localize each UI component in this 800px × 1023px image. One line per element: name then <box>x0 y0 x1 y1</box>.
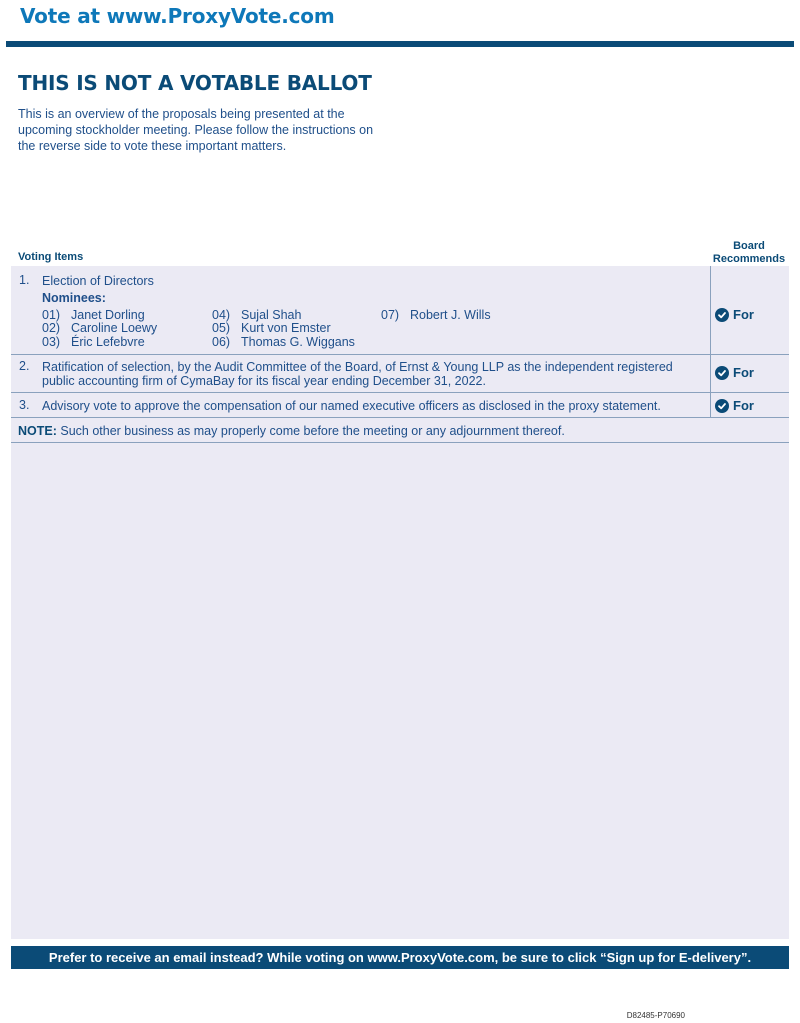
nominee-number: 07) <box>381 308 400 322</box>
nominee-name: Kurt von Emster <box>241 321 331 335</box>
item-text-line: public accounting firm of CymaBay for its fiscal year ending December 31, 2022. <box>42 374 486 388</box>
nominee <box>381 308 491 322</box>
nominee-name: Thomas G. Wiggans <box>241 335 355 349</box>
item-text: Advisory vote to approve the compensation of our named executive officers as disclosed in the proxy statement. <box>42 399 661 413</box>
row-divider <box>11 392 789 393</box>
nominee-number: 04) <box>212 308 231 322</box>
nominee <box>42 321 157 335</box>
recommendation <box>715 365 754 380</box>
item-text-line: Ratification of selection, by the Audit Committee of the Board, of Ernst & Young LLP as the independent registered <box>42 360 673 374</box>
note-text <box>18 424 565 438</box>
recommendation <box>715 307 754 322</box>
note-label: NOTE: <box>18 424 57 438</box>
row-divider <box>11 354 789 355</box>
intro-text <box>18 106 398 154</box>
nominee <box>212 308 301 322</box>
header-rule <box>6 41 794 47</box>
notice-title: THIS IS NOT A VOTABLE BALLOT <box>18 71 372 95</box>
item-number: 1. <box>19 273 30 287</box>
edelivery-banner: Prefer to receive an email instead? While voting on www.ProxyVote.com, be sure to click “Sign up for E-delivery”. <box>11 946 789 969</box>
item-text: Election of Directors <box>42 274 154 288</box>
item-number: 2. <box>19 359 30 373</box>
board-recommends-heading <box>708 240 790 266</box>
nominee <box>212 335 355 349</box>
voting-items-heading: Voting Items <box>18 251 84 263</box>
nominees-label: Nominees: <box>42 291 106 305</box>
nominee-number: 01) <box>42 308 61 322</box>
header-title: Vote at www.ProxyVote.com <box>20 4 335 28</box>
column-divider <box>710 266 711 417</box>
nominee-name: Janet Dorling <box>71 308 145 322</box>
document-id: D82485-P70690 <box>626 1011 685 1020</box>
intro-line: the reverse side to vote these important matters. <box>18 139 287 153</box>
nominee-number: 03) <box>42 335 61 349</box>
nominee-name: Robert J. Wills <box>410 308 491 322</box>
nominee-number: 05) <box>212 321 231 335</box>
row-divider <box>11 442 789 443</box>
nominee-number: 06) <box>212 335 231 349</box>
check-circle-icon <box>715 308 729 322</box>
item-text <box>42 360 673 388</box>
recommendation-label: For <box>733 398 754 413</box>
nominee-name: Sujal Shah <box>241 308 302 322</box>
nominee-name: Éric Lefebvre <box>71 335 145 349</box>
check-circle-icon <box>715 399 729 413</box>
check-circle-icon <box>715 366 729 380</box>
note-body: Such other business as may properly come before the meeting or any adjournment thereof. <box>56 424 565 438</box>
row-divider <box>11 417 789 418</box>
board-recommends-line: Board <box>733 240 765 252</box>
nominee <box>42 335 145 349</box>
intro-line: This is an overview of the proposals being presented at the <box>18 107 345 121</box>
nominee-name: Caroline Loewy <box>71 321 158 335</box>
nominee-number: 02) <box>42 321 61 335</box>
recommendation <box>715 398 754 413</box>
nominee <box>42 308 145 322</box>
nominee <box>212 321 331 335</box>
recommendation-label: For <box>733 307 754 322</box>
intro-line: upcoming stockholder meeting. Please follow the instructions on <box>18 123 374 137</box>
item-number: 3. <box>19 398 30 412</box>
board-recommends-line: Recommends <box>712 253 786 265</box>
recommendation-label: For <box>733 365 754 380</box>
